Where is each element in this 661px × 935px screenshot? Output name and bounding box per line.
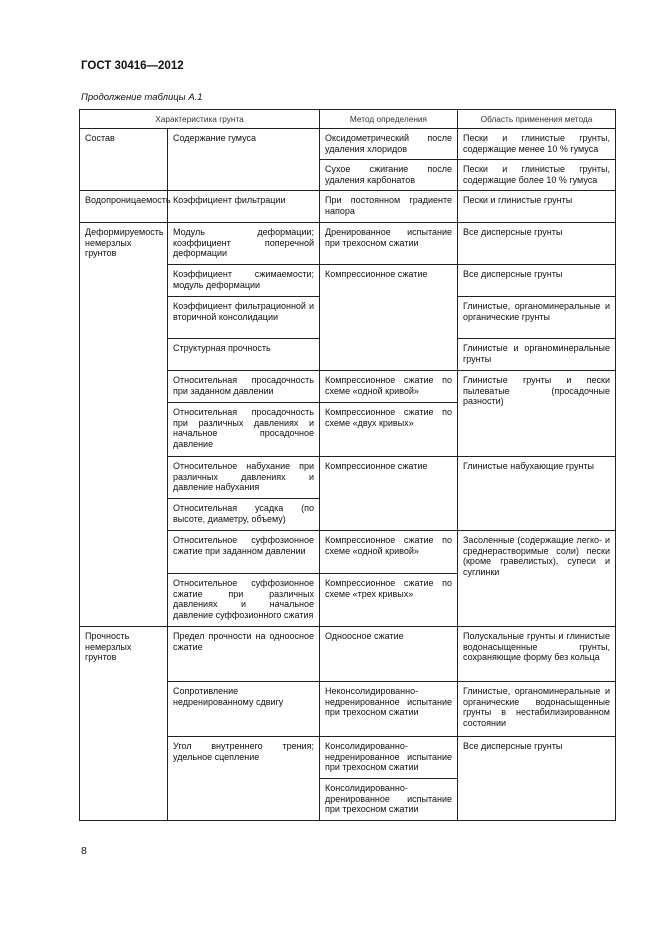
cell-characteristic: Относительная усадка (по высоте, диаметру, объему) [168, 499, 320, 531]
cell-method: Компрессионное сжатие по схеме «трех кривых» [320, 574, 458, 627]
cell-method: Консолидированно-недренированное испытание при трехосном сжатии [320, 737, 458, 779]
cell-application: Глинистые грунты и пески пылеватые (просадочные разности) [458, 371, 616, 457]
cell-group: Состав [80, 129, 168, 191]
cell-characteristic: Содержание гумуса [168, 129, 320, 191]
cell-characteristic: Относительная просадочность при заданном давлении [168, 371, 320, 403]
cell-characteristic: Коэффициент фильтрации [168, 191, 320, 223]
cell-application: Глинистые и органоминеральные грунты [458, 339, 616, 371]
cell-method: Дренированное испытание при трехосном сжатии [320, 223, 458, 265]
table-caption: Продолжение таблицы А.1 [81, 92, 203, 103]
cell-application: Засоленные (содержащие легко- и среднерастворимые соли) пески (кроме гравелистых), супеси и суглинки [458, 531, 616, 627]
cell-application: Все дисперсные грунты [458, 737, 616, 821]
cell-characteristic: Коэффициент сжимаемости; модуль деформации [168, 265, 320, 297]
cell-application: Все дисперсные грунты [458, 265, 616, 297]
cell-characteristic: Предел прочности на одноосное сжатие [168, 627, 320, 682]
cell-application: Все дисперсные грунты [458, 223, 616, 265]
cell-method: При постоянном градиенте напора [320, 191, 458, 223]
cell-application: Глинистые, органоминеральные и органические водонасыщенные грунты в нестабилизированном состоянии [458, 682, 616, 737]
cell-characteristic: Структурная прочность [168, 339, 320, 371]
table-row [80, 627, 616, 682]
cell-application: Полускальные грунты и глинистые водонасыщенные грунты, сохраняющие форму без кольца [458, 627, 616, 682]
cell-method: Оксидометрический после удаления хлоридов [320, 129, 458, 160]
cell-group: Прочность немерзлых грунтов [80, 627, 168, 821]
cell-method: Компрессионное сжатие по схеме «одной кривой» [320, 531, 458, 574]
table-row [80, 191, 616, 223]
header-characteristic: Характеристика грунта [80, 110, 320, 129]
cell-method: Компрессионное сжатие по схеме «двух кривых» [320, 403, 458, 457]
table-row [80, 129, 616, 160]
cell-application: Пески и глинистые грунты, содержащие более 10 % гумуса [458, 160, 616, 191]
cell-group: Водопроницаемость [80, 191, 168, 223]
cell-characteristic: Угол внутреннего трения; удельное сцепление [168, 737, 320, 821]
cell-characteristic: Относительное суффозионное сжатие при различных давлениях и начальное давление суффозионного сжатия [168, 574, 320, 627]
cell-method: Консолидированно-дренированное испытание при трехосном сжатии [320, 779, 458, 821]
table-header-row [80, 110, 616, 129]
cell-method: Компрессионное сжатие по схеме «одной кривой» [320, 371, 458, 403]
table-row [80, 223, 616, 265]
cell-method: Компрессионное сжатие [320, 457, 458, 531]
cell-characteristic: Модуль деформации; коэффициент поперечной деформации [168, 223, 320, 265]
cell-method: Неконсолидированно-недренированное испытание при трехосном сжатии [320, 682, 458, 737]
cell-method: Одноосное сжатие [320, 627, 458, 682]
cell-characteristic: Относительное суффозионное сжатие при заданном давлении [168, 531, 320, 574]
header-method: Метод определения [320, 110, 458, 129]
cell-characteristic: Относительная просадочность при различных давлениях и начальное просадочное давление [168, 403, 320, 457]
page-number: 8 [81, 845, 87, 857]
cell-method: Сухое сжигание после удаления карбонатов [320, 160, 458, 191]
cell-application: Пески и глинистые грунты, содержащие менее 10 % гумуса [458, 129, 616, 160]
document-title: ГОСТ 30416—2012 [81, 60, 184, 72]
cell-characteristic: Коэффициент фильтрационной и вторичной консолидации [168, 297, 320, 339]
header-application: Область применения метода [458, 110, 616, 129]
cell-characteristic: Сопротивление недренированному сдвигу [168, 682, 320, 737]
cell-application: Глинистые, органоминеральные и органические грунты [458, 297, 616, 339]
cell-group: Деформируемость немерзлых грунтов [80, 223, 168, 627]
cell-method: Компрессионное сжатие [320, 265, 458, 371]
soil-characteristics-table [79, 109, 616, 821]
cell-characteristic: Относительное набухание при различных давлениях и давление набухания [168, 457, 320, 499]
cell-application: Глинистые набухающие грунты [458, 457, 616, 531]
cell-application: Пески и глинистые грунты [458, 191, 616, 223]
